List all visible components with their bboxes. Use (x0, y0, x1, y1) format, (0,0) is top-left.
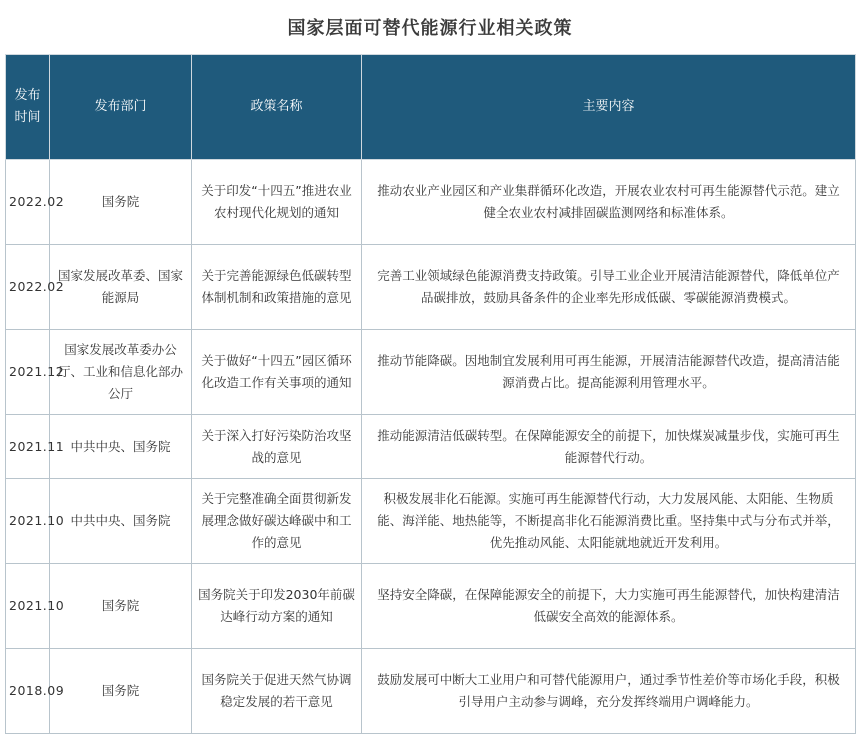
cell-dept: 国务院 (50, 649, 192, 734)
cell-dept: 国家发展改革委、国家能源局 (50, 245, 192, 330)
cell-date: 2022.02 (6, 160, 50, 245)
cell-policy-name: 关于完善能源绿色低碳转型体制机制和政策措施的意见 (192, 245, 362, 330)
header-name: 政策名称 (192, 55, 362, 160)
cell-policy-name: 国务院关于印发2030年前碳达峰行动方案的通知 (192, 564, 362, 649)
policy-table (5, 54, 856, 734)
cell-policy-name: 关于完整准确全面贯彻新发展理念做好碳达峰碳中和工作的意见 (192, 479, 362, 564)
cell-content: 推动农业产业园区和产业集群循环化改造，开展农业农村可再生能源替代示范。建立健全农业农村减排固碳监测网络和标准体系。 (362, 160, 856, 245)
cell-content: 积极发展非化石能源。实施可再生能源替代行动，大力发展风能、太阳能、生物质能、海洋能、地热能等，不断提高非化石能源消费比重。坚持集中式与分布式并举，优先推动风能、太阳能就地就近开发利用。 (362, 479, 856, 564)
table-row (6, 245, 856, 330)
cell-date: 2018.09 (6, 649, 50, 734)
table-row (6, 564, 856, 649)
cell-content: 坚持安全降碳，在保障能源安全的前提下，大力实施可再生能源替代，加快构建清洁低碳安全高效的能源体系。 (362, 564, 856, 649)
table-row (6, 479, 856, 564)
table-header-row (6, 55, 856, 160)
cell-date: 2022.02 (6, 245, 50, 330)
table-row (6, 330, 856, 415)
cell-dept: 国务院 (50, 160, 192, 245)
cell-content: 完善工业领域绿色能源消费支持政策。引导工业企业开展清洁能源替代，降低单位产品碳排放，鼓励具备条件的企业率先形成低碳、零碳能源消费模式。 (362, 245, 856, 330)
cell-policy-name: 国务院关于促进天然气协调稳定发展的若干意见 (192, 649, 362, 734)
header-content: 主要内容 (362, 55, 856, 160)
header-date: 发布时间 (6, 55, 50, 160)
cell-policy-name: 关于印发“十四五”推进农业农村现代化规划的通知 (192, 160, 362, 245)
header-dept: 发布部门 (50, 55, 192, 160)
cell-date: 2021.11 (6, 415, 50, 479)
cell-dept: 中共中央、国务院 (50, 415, 192, 479)
cell-policy-name: 关于做好“十四五”园区循环化改造工作有关事项的通知 (192, 330, 362, 415)
cell-dept: 国家发展改革委办公厅、工业和信息化部办公厅 (50, 330, 192, 415)
table-row (6, 160, 856, 245)
cell-dept: 国务院 (50, 564, 192, 649)
cell-content: 推动节能降碳。因地制宜发展利用可再生能源，开展清洁能源替代改造，提高清洁能源消费占比。提高能源利用管理水平。 (362, 330, 856, 415)
table-row (6, 415, 856, 479)
table-row (6, 649, 856, 734)
cell-policy-name: 关于深入打好污染防治攻坚战的意见 (192, 415, 362, 479)
cell-date: 2021.10 (6, 479, 50, 564)
cell-date: 2021.12 (6, 330, 50, 415)
cell-content: 鼓励发展可中断大工业用户和可替代能源用户，通过季节性差价等市场化手段，积极引导用户主动参与调峰，充分发挥终端用户调峰能力。 (362, 649, 856, 734)
cell-content: 推动能源清洁低碳转型。在保障能源安全的前提下，加快煤炭减量步伐，实施可再生能源替代行动。 (362, 415, 856, 479)
page-title: 国家层面可替代能源行业相关政策 (287, 18, 573, 39)
cell-date: 2021.10 (6, 564, 50, 649)
cell-dept: 中共中央、国务院 (50, 479, 192, 564)
